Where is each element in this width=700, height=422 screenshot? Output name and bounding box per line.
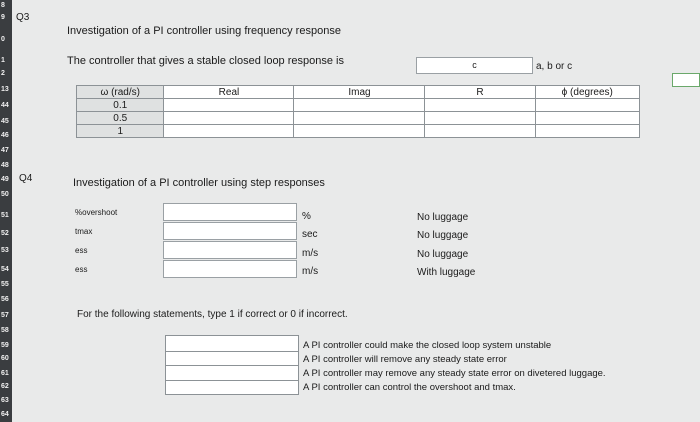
overshoot-condition: No luggage <box>417 212 469 223</box>
table-row <box>77 99 640 112</box>
row-number: 48 <box>1 162 9 169</box>
row-number: 0 <box>1 36 5 43</box>
imag-input[interactable] <box>294 125 425 138</box>
row-number: 9 <box>1 14 5 21</box>
row-number: 44 <box>1 102 9 109</box>
statement-4-text: A PI controller can control the overshoot and tmax. <box>303 382 516 393</box>
phi-input[interactable] <box>535 99 639 112</box>
row-number: 46 <box>1 132 9 139</box>
table-row <box>77 125 640 138</box>
ess-luggage-unit: m/s <box>302 266 319 277</box>
imag-input[interactable] <box>294 112 425 125</box>
ess-label: ess <box>75 246 88 255</box>
row-number: 59 <box>1 342 9 349</box>
r-input[interactable] <box>425 99 535 112</box>
statements-instruction: For the following statements, type 1 if correct or 0 if incorrect. <box>77 309 348 320</box>
row-number: 52 <box>1 230 9 237</box>
overshoot-unit: % <box>302 211 311 222</box>
statement-2-text: A PI controller will remove any steady state error <box>303 354 507 365</box>
q3-label: Q3 <box>16 12 30 23</box>
row-number: 45 <box>1 118 9 125</box>
stable-answer-input[interactable] <box>416 57 533 74</box>
imag-input[interactable] <box>294 99 425 112</box>
col-header-phi: ϕ (degrees) <box>535 86 639 99</box>
real-input[interactable] <box>164 112 294 125</box>
statement-3-text: A PI controller may remove any steady state error on divetered luggage. <box>303 368 606 379</box>
row-number: 53 <box>1 247 9 254</box>
ess-luggage-condition: With luggage <box>417 267 476 278</box>
frequency-response-table <box>76 85 640 138</box>
col-header-imag: Imag <box>294 86 425 99</box>
row-number-gutter <box>0 0 12 422</box>
row-number: 55 <box>1 281 9 288</box>
row-number: 49 <box>1 176 9 183</box>
statement-1-text: A PI controller could make the closed loop system unstable <box>303 340 552 351</box>
row-number: 13 <box>1 86 9 93</box>
row-number: 56 <box>1 296 9 303</box>
row-number: 58 <box>1 327 9 334</box>
r-input[interactable] <box>425 112 535 125</box>
row-number: 57 <box>1 312 9 319</box>
row-number: 61 <box>1 370 9 377</box>
row-number: 50 <box>1 191 9 198</box>
row-number: 8 <box>1 2 5 9</box>
row-number: 2 <box>1 70 5 77</box>
real-input[interactable] <box>164 125 294 138</box>
row-number: 51 <box>1 212 9 219</box>
statements-answer-group <box>165 335 299 395</box>
omega-cell: 0.1 <box>77 99 164 112</box>
table-row <box>77 112 640 125</box>
q4-label: Q4 <box>19 173 33 184</box>
r-input[interactable] <box>425 125 535 138</box>
phi-input[interactable] <box>535 112 639 125</box>
tmax-unit: sec <box>302 229 318 240</box>
overshoot-input[interactable] <box>163 203 297 221</box>
phi-input[interactable] <box>535 125 639 138</box>
q3-title: Investigation of a PI controller using frequency response <box>67 25 341 37</box>
ess-luggage-input[interactable] <box>163 260 297 278</box>
stable-hint: a, b or c <box>536 61 573 72</box>
row-number: 64 <box>1 411 9 418</box>
col-header-omega: ω (rad/s) <box>77 86 164 99</box>
statement-1-input[interactable] <box>166 336 298 352</box>
row-number: 54 <box>1 266 9 273</box>
selected-cell[interactable] <box>672 73 700 87</box>
stable-answer-value: c <box>472 60 477 70</box>
omega-cell: 0.5 <box>77 112 164 125</box>
ess-condition: No luggage <box>417 249 469 260</box>
omega-cell: 1 <box>77 125 164 138</box>
ess-input[interactable] <box>163 241 297 259</box>
row-number: 62 <box>1 383 9 390</box>
overshoot-label: %overshoot <box>75 208 118 217</box>
tmax-condition: No luggage <box>417 230 469 241</box>
tmax-label: tmax <box>75 227 93 236</box>
statement-3-input[interactable] <box>166 365 298 381</box>
col-header-real: Real <box>164 86 294 99</box>
statement-4-input[interactable] <box>166 380 298 394</box>
tmax-input[interactable] <box>163 222 297 240</box>
row-number: 63 <box>1 397 9 404</box>
ess-unit: m/s <box>302 248 319 259</box>
ess-luggage-label: ess <box>75 265 88 274</box>
q4-title: Investigation of a PI controller using step responses <box>73 177 325 189</box>
row-number: 47 <box>1 147 9 154</box>
statement-2-input[interactable] <box>166 351 298 366</box>
real-input[interactable] <box>164 99 294 112</box>
row-number: 60 <box>1 355 9 362</box>
stable-prompt: The controller that gives a stable closed loop response is <box>67 55 344 67</box>
row-number: 1 <box>1 57 5 64</box>
col-header-r: R <box>425 86 535 99</box>
